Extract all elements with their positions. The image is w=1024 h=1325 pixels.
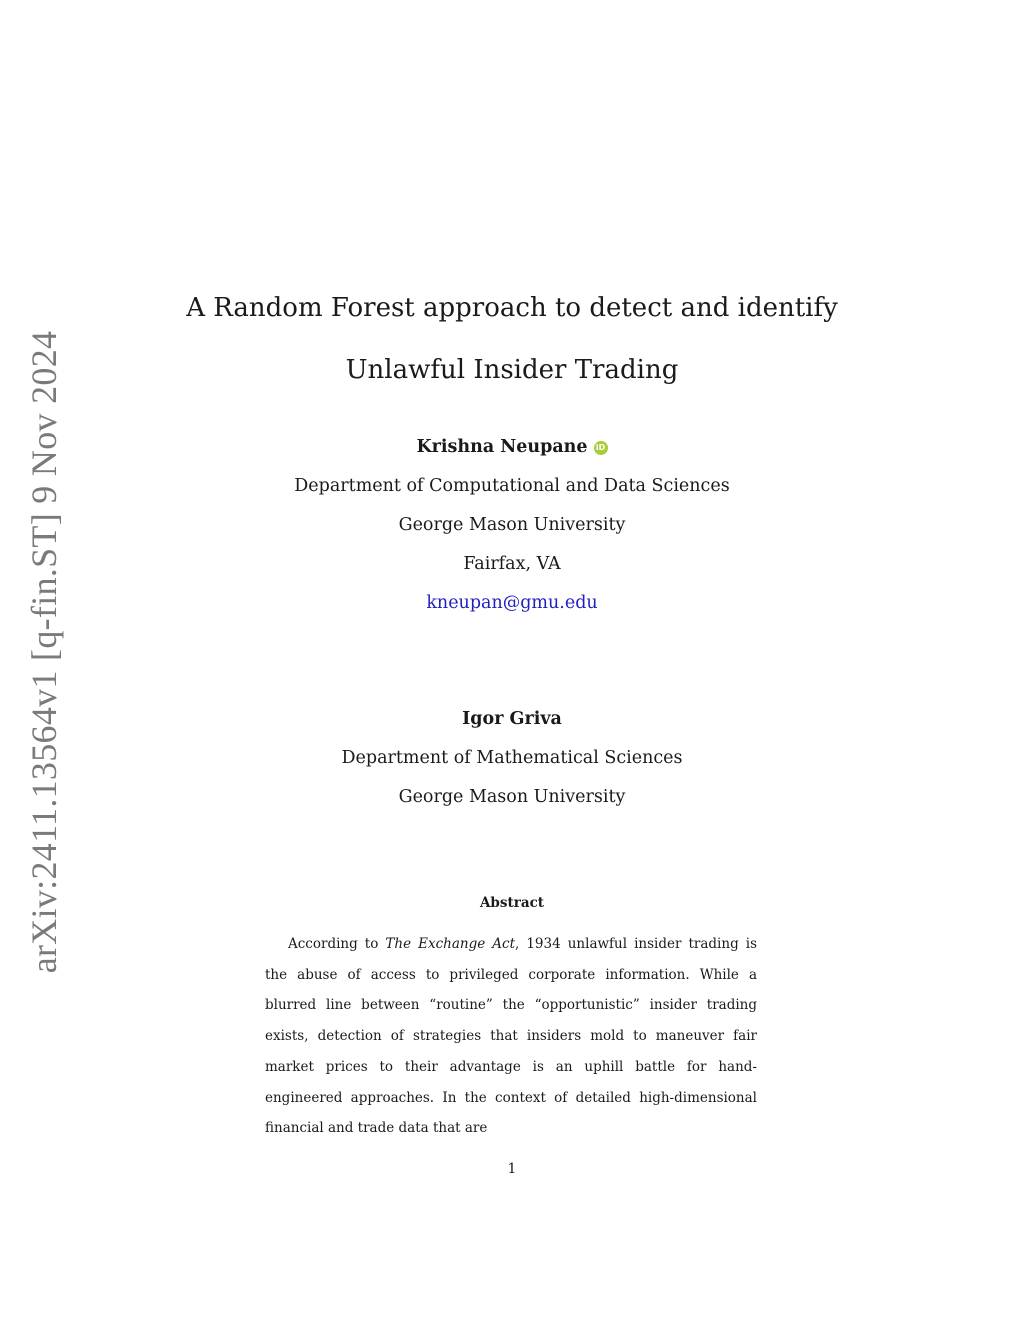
abstract-italic-act: The Exchange Act [385,936,515,952]
paper-title-line-2: Unlawful Insider Trading [345,355,679,385]
author-1-location: Fairfax, VA [463,554,561,574]
author-1-department: Department of Computational and Data Sciences [294,476,730,496]
author-2-name-row [0,709,1024,729]
author-1-name: Krishna Neupane [416,437,588,457]
paper-title-line-1: A Random Forest approach to detect and identify [186,293,838,323]
author-2-university: George Mason University [398,787,626,807]
abstract-body [265,929,757,1144]
author-2-name: Igor Griva [462,709,562,729]
abstract-text-rest: , 1934 unlawful insider trading is the abuse of access to privileged corporate information. While a blurred line between “routine” the “opportunistic” insider trading exists, detection of strategies that insiders mold to maneuver fair market prices to their advantage is an uphill battle for hand-engineered approaches. In the context of detailed high-dimensional financial and trade data that are [265,936,757,1137]
arxiv-identifier-stamp: arXiv:2411.13564v1 [q-fin.ST] 9 Nov 2024 [24,330,64,974]
author-1-email-row [0,593,1024,613]
author-1-name-row [0,437,1024,457]
author-2-department: Department of Mathematical Sciences [341,748,683,768]
orcid-icon[interactable]: iD [594,441,608,455]
page-number: 1 [507,1161,517,1177]
abstract-text-start: According to [288,936,386,952]
author-1-email-link[interactable]: kneupan@gmu.edu [426,593,598,613]
author-1-university: George Mason University [398,515,626,535]
abstract-heading: Abstract [479,895,545,911]
